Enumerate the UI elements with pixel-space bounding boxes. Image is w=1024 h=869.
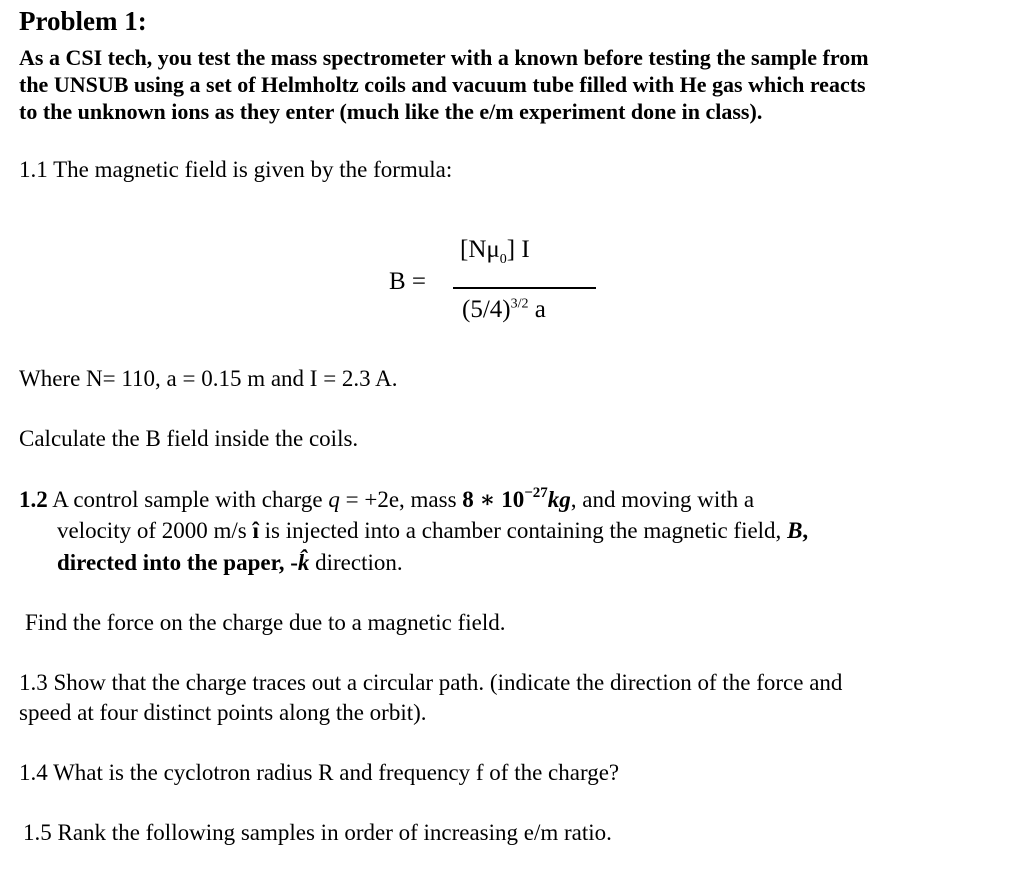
- question-1-2-line-1: 1.2 A control sample with charge q = +2e, mass 8 ∗ $10^{-27}kg$, and moving with a: [19, 485, 755, 512]
- question-1-2-line-2: velocity of 2000 m/s î is injected into a chamber containing the magnetic field, B,: [57, 518, 809, 543]
- question-1-2-line-3: directed into the paper, -k̂ direction.: [57, 550, 403, 575]
- intro-line-2: the UNSUB using a set of Helmholtz coils and vacuum tube filled with He gas which reacts: [19, 72, 866, 97]
- intro-line-1: As a CSI tech, you test the mass spectrometer with a known before testing the sample from: [19, 45, 869, 70]
- problem-title: Problem 1:: [19, 6, 147, 36]
- calculate-instruction: Calculate the B field inside the coils.: [19, 426, 359, 451]
- intro-line-3: to the unknown ions as they enter (much like the e/m experiment done in class).: [19, 99, 763, 124]
- given-values: Where N= 110, a = 0.15 m and I = 2.3 A.: [19, 366, 398, 391]
- fraction-bar: [453, 287, 596, 289]
- find-force-instruction: Find the force on the charge due to a magnetic field.: [25, 610, 506, 635]
- question-1-3-line-1: 1.3 Show that the charge traces out a circular path. (indicate the direction of the force and: [19, 670, 843, 695]
- formula-denominator: $(5/4)^{3/2}$ a: [462, 296, 546, 323]
- formula-lhs: B =: [389, 268, 427, 295]
- question-1-1: 1.1 The magnetic field is given by the formula:: [19, 157, 453, 182]
- question-1-3-line-2: speed at four distinct points along the orbit).: [19, 700, 427, 725]
- question-1-4: 1.4 What is the cyclotron radius R and frequency f of the charge?: [19, 760, 620, 785]
- formula-numerator: $[N\mu_0]$ I: [460, 236, 530, 267]
- question-1-5: 1.5 Rank the following samples in order of increasing e/m ratio.: [23, 820, 612, 845]
